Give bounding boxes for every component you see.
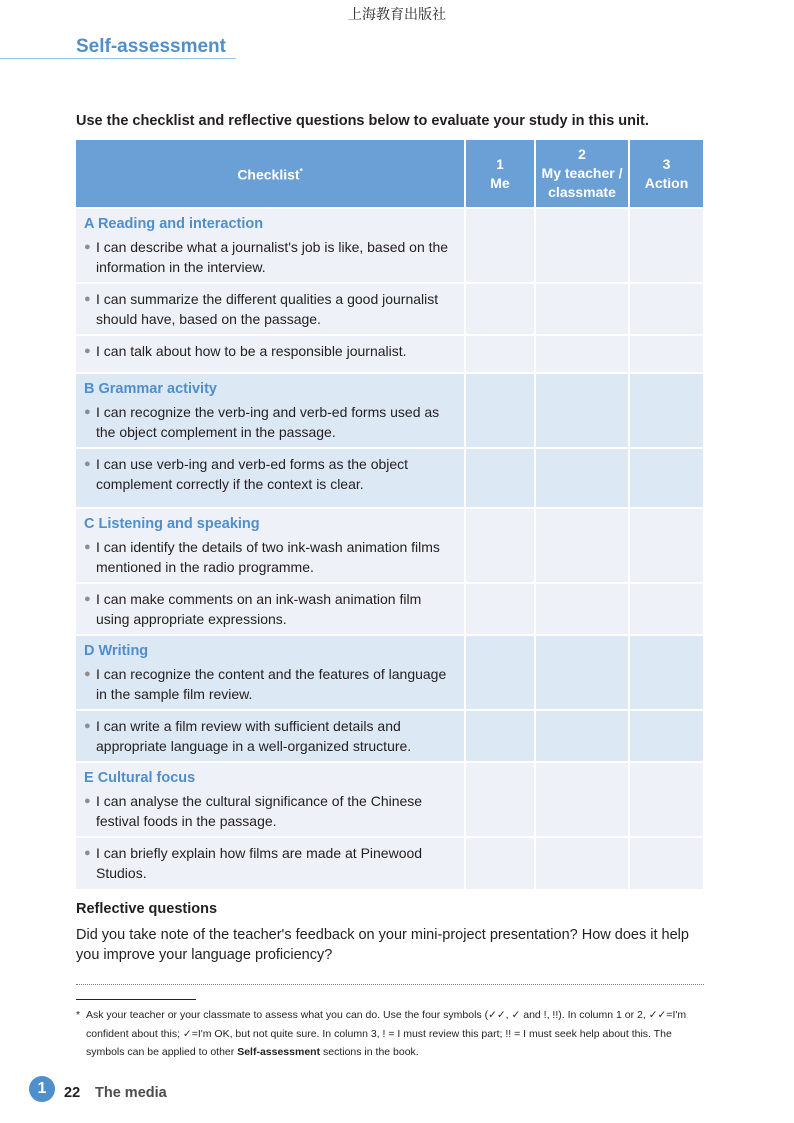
- bullet-icon: ●: [84, 847, 91, 859]
- table-row: [76, 448, 703, 508]
- section-heading: C Listening and speaking: [84, 516, 260, 532]
- checklist-item-cell: [76, 335, 465, 373]
- me-cell[interactable]: [465, 837, 535, 889]
- table-row: [76, 508, 703, 583]
- header-action: 3 Action: [629, 140, 703, 208]
- list-item: ● I can identify the details of two ink-wash animation films mentioned in the radio programme.: [84, 539, 440, 575]
- me-cell[interactable]: [465, 448, 535, 508]
- section-heading: D Writing: [84, 643, 149, 659]
- table-row: [76, 762, 703, 837]
- action-cell[interactable]: [629, 635, 703, 710]
- me-cell[interactable]: [465, 508, 535, 583]
- teacher-cell[interactable]: [535, 635, 629, 710]
- action-cell[interactable]: [629, 508, 703, 583]
- unit-number-badge: 1: [29, 1076, 55, 1102]
- bullet-icon: ●: [84, 593, 91, 605]
- list-item: ● I can make comments on an ink-wash animation film using appropriate expressions.: [84, 591, 422, 627]
- teacher-cell[interactable]: [535, 837, 629, 889]
- checklist-item-cell: [76, 837, 465, 889]
- footnote-bold-term: Self-assessment: [237, 1046, 321, 1058]
- action-cell[interactable]: [629, 762, 703, 837]
- action-cell[interactable]: [629, 583, 703, 635]
- checklist-item-cell: [76, 448, 465, 508]
- teacher-cell[interactable]: [535, 448, 629, 508]
- publisher-header: 上海教育出版社: [348, 7, 446, 23]
- section-heading: A Reading and interaction: [84, 216, 264, 232]
- action-cell[interactable]: [629, 448, 703, 508]
- bullet-icon: ●: [84, 241, 91, 253]
- checklist-item-cell: [76, 283, 465, 335]
- bullet-icon: ●: [84, 541, 91, 553]
- me-cell[interactable]: [465, 762, 535, 837]
- checklist-item-cell: [76, 762, 465, 837]
- teacher-cell[interactable]: [535, 335, 629, 373]
- teacher-cell[interactable]: [535, 762, 629, 837]
- dotted-divider: [76, 984, 704, 985]
- action-cell[interactable]: [629, 335, 703, 373]
- intro-instruction: Use the checklist and reflective questions below to evaluate your study in this unit.: [76, 113, 649, 129]
- teacher-cell[interactable]: [535, 208, 629, 283]
- teacher-cell[interactable]: [535, 710, 629, 762]
- checklist-item-cell: [76, 583, 465, 635]
- bullet-icon: ●: [84, 795, 91, 807]
- bullet-icon: ●: [84, 720, 91, 732]
- action-cell[interactable]: [629, 837, 703, 889]
- header-teacher-classmate: 2 My teacher / classmate: [535, 140, 629, 208]
- list-item: ● I can briefly explain how films are made at Pinewood Studios.: [84, 845, 423, 881]
- unit-name: The media: [95, 1085, 167, 1101]
- me-cell[interactable]: [465, 635, 535, 710]
- list-item: ● I can recognize the content and the features of language in the sample film review.: [84, 666, 447, 702]
- list-item: ● I can analyse the cultural significance of the Chinese festival foods in the passage.: [84, 793, 423, 829]
- teacher-cell[interactable]: [535, 583, 629, 635]
- me-cell[interactable]: [465, 208, 535, 283]
- teacher-cell[interactable]: [535, 373, 629, 448]
- checklist-item-cell: [76, 208, 465, 283]
- list-item: ● I can recognize the verb-ing and verb-ed forms used as the object complement in the passage.: [84, 404, 440, 440]
- table-row: [76, 335, 703, 373]
- table-row: [76, 635, 703, 710]
- page-number: 22: [64, 1085, 81, 1101]
- action-cell[interactable]: [629, 283, 703, 335]
- me-cell[interactable]: [465, 583, 535, 635]
- teacher-cell[interactable]: [535, 508, 629, 583]
- bullet-icon: ●: [84, 345, 91, 357]
- list-item: ● I can write a film review with sufficient details and appropriate language in a well-organized structure.: [84, 718, 412, 754]
- action-cell[interactable]: [629, 710, 703, 762]
- table-row: [76, 208, 703, 283]
- action-cell[interactable]: [629, 373, 703, 448]
- section-heading: E Cultural focus: [84, 770, 196, 786]
- table-row: [76, 583, 703, 635]
- list-item: ● I can talk about how to be a responsible journalist.: [84, 343, 407, 359]
- checklist-item-cell: [76, 635, 465, 710]
- footnote-marker: *: [299, 167, 303, 177]
- reflective-question-text: Did you take note of the teacher's feedback on your mini-project presentation? How does it help you improve your language proficiency?: [76, 927, 689, 963]
- bullet-icon: ●: [84, 458, 91, 470]
- table-header-row: [76, 140, 703, 208]
- footnote-star: *: [76, 1009, 81, 1021]
- page-title: Self-assessment: [76, 36, 226, 57]
- action-cell[interactable]: [629, 208, 703, 283]
- header-checklist: Checklist*: [76, 140, 465, 208]
- table-row: [76, 283, 703, 335]
- me-cell[interactable]: [465, 710, 535, 762]
- me-cell[interactable]: [465, 335, 535, 373]
- table-row: [76, 837, 703, 889]
- checklist-table: [76, 140, 703, 889]
- reflective-questions-title: Reflective questions: [76, 901, 218, 917]
- bullet-icon: ●: [84, 293, 91, 305]
- teacher-cell[interactable]: [535, 283, 629, 335]
- section-heading: B Grammar activity: [84, 381, 217, 397]
- table-row: [76, 710, 703, 762]
- header-me: 1 Me: [465, 140, 535, 208]
- footnote: * Ask your teacher or your classmate to assess what you can do. Use the four symbols (✓✓, ✓ and !, !!). In column 1 or 2, ✓✓=I'm confident about this; ✓=I'm OK, but not quite sure. In column 3, ! = I must review this part; !! = I must seek help about this. The symbols can be applied to other Self-assessment sections in the book.: [76, 1006, 702, 1062]
- bullet-icon: ●: [84, 668, 91, 680]
- me-cell[interactable]: [465, 373, 535, 448]
- checklist-item-cell: [76, 508, 465, 583]
- list-item: ● I can describe what a journalist's job is like, based on the information in the interview.: [84, 239, 449, 275]
- checklist-item-cell: [76, 373, 465, 448]
- checklist-item-cell: [76, 710, 465, 762]
- bullet-icon: ●: [84, 406, 91, 418]
- title-underline: [0, 58, 236, 59]
- me-cell[interactable]: [465, 283, 535, 335]
- table-row: [76, 373, 703, 448]
- list-item: ● I can use verb-ing and verb-ed forms as the object complement correctly if the context is clear.: [84, 456, 409, 492]
- footnote-rule: [76, 999, 196, 1000]
- list-item: ● I can summarize the different qualities a good journalist should have, based on the passage.: [84, 291, 439, 327]
